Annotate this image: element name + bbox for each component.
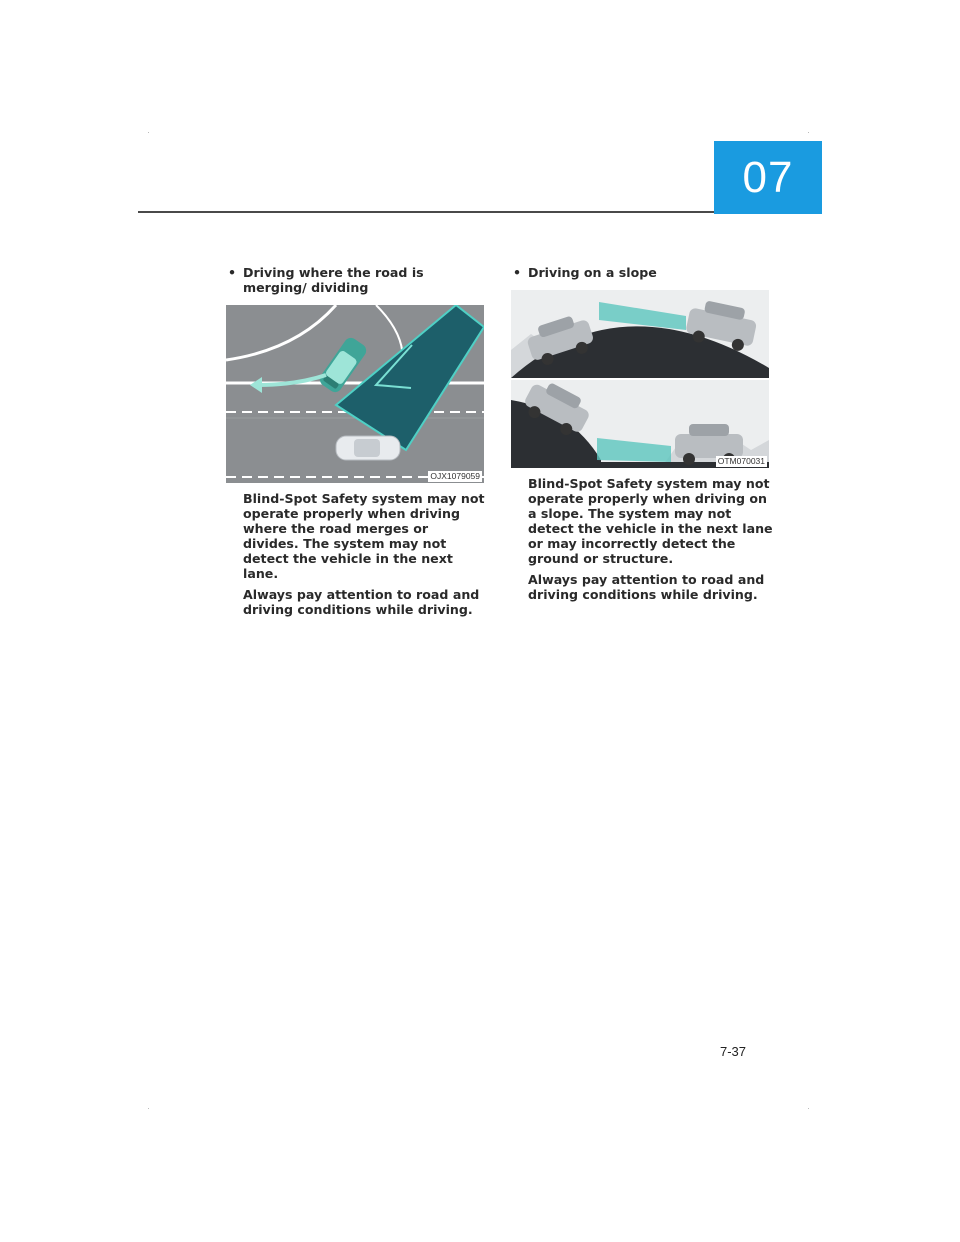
bullet-dot: •: [513, 265, 522, 280]
description-paragraph: Blind-Spot Safety system may not operate properly when driving where the road merges or divides. The system may not detect the vehicle in the next lane.: [243, 491, 485, 581]
description-paragraph: Blind-Spot Safety system may not operate properly when driving on a slope. The system may not detect the vehicle in the next lane or may incorrectly detect the ground or structure.: [528, 476, 773, 566]
chapter-number: 07: [742, 152, 794, 202]
warning-paragraph: Always pay attention to road and driving conditions while driving.: [528, 572, 765, 602]
merging-road-illustration: [226, 305, 484, 483]
right-column: [511, 265, 773, 602]
crop-mark: [148, 1108, 149, 1109]
figure-merging-road: [226, 305, 484, 483]
bullet-text: Driving on a slope: [528, 265, 657, 280]
crop-mark: [808, 132, 809, 133]
bullet-merging-dividing: [226, 265, 488, 295]
figure-code: OTM070031: [717, 456, 765, 466]
chapter-tab: [714, 141, 822, 214]
figure-code: OJX1079059: [430, 471, 480, 481]
warning-paragraph: Always pay attention to road and driving conditions while driving.: [243, 587, 480, 617]
slope-illustration: [511, 290, 769, 468]
crop-mark: [148, 132, 149, 133]
bullet-dot: •: [228, 265, 237, 280]
page-number: 7-37: [720, 1044, 747, 1059]
figure-slope: [511, 290, 769, 468]
left-column: [226, 265, 488, 617]
vehicle-other: [336, 436, 400, 460]
crop-mark: [808, 1108, 809, 1109]
bullet-text: Driving where the road is merging/ dividing: [243, 265, 424, 295]
bullet-slope: [511, 265, 773, 280]
header-rule: [138, 211, 714, 213]
